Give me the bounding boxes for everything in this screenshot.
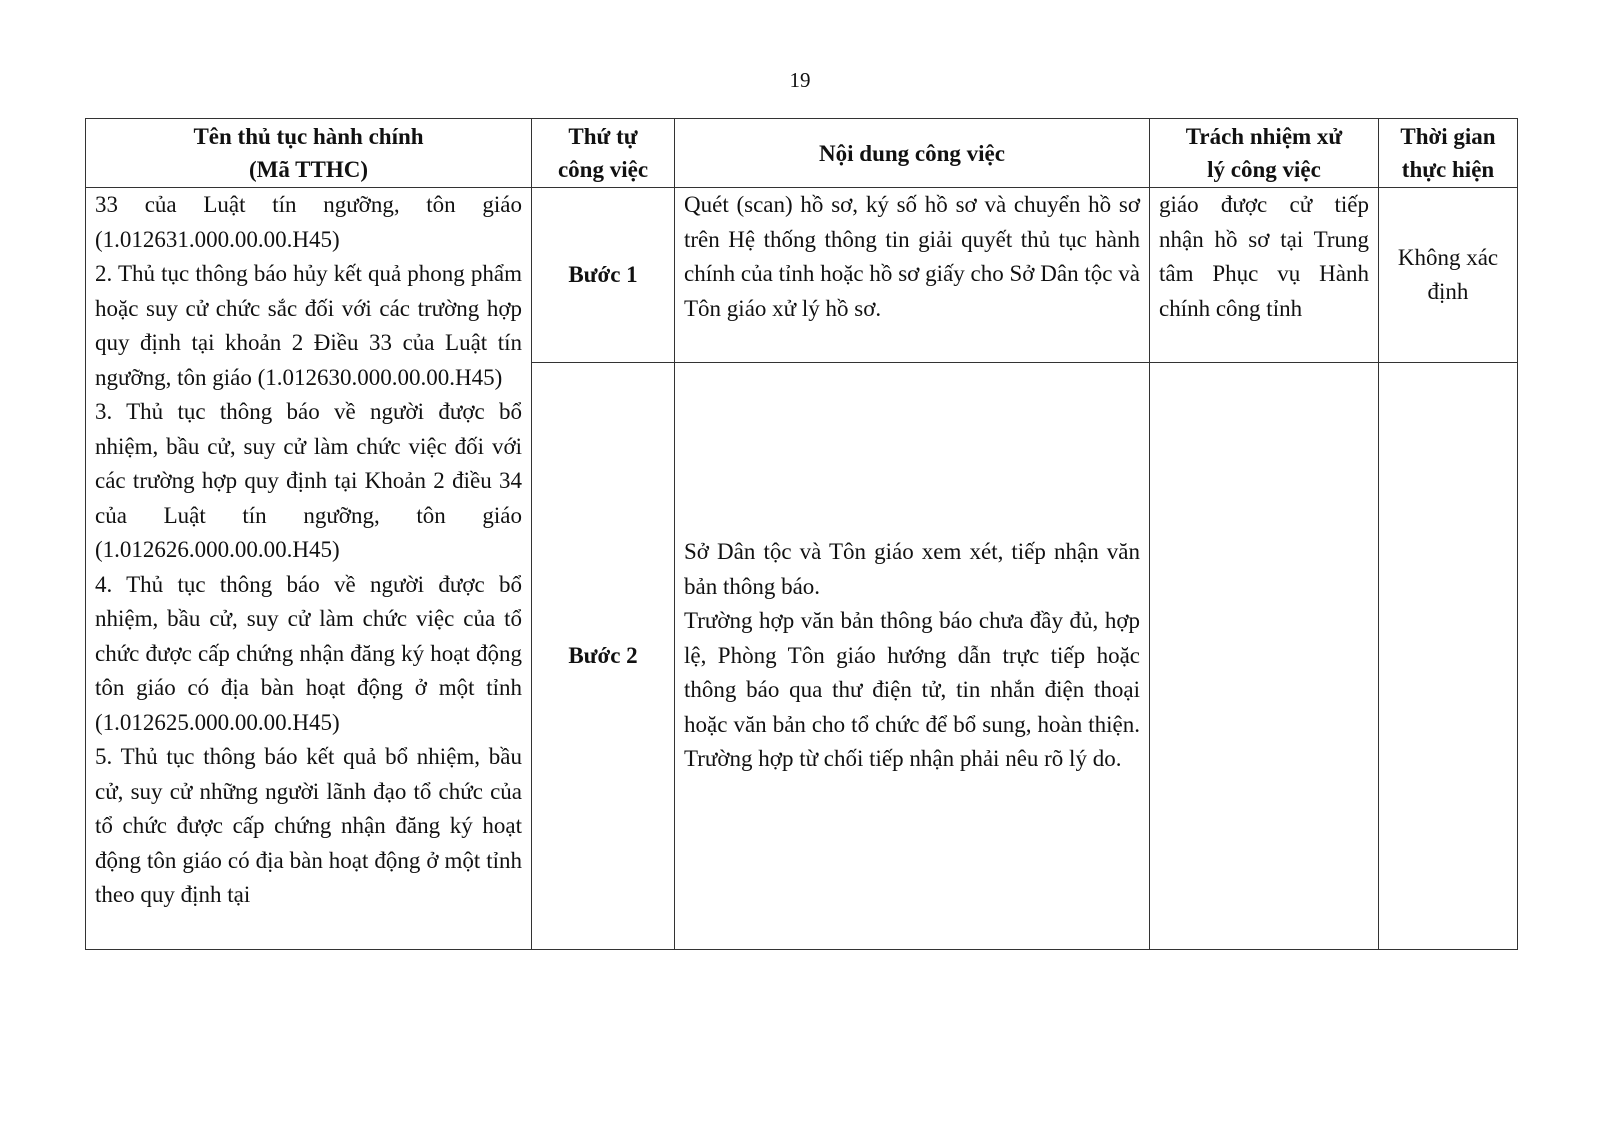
header-responsibility [1150, 119, 1379, 188]
procedure-item: 2. Thủ tục thông báo hủy kết quả phong phẩm hoặc suy cử chức sắc đối với các trường hợp quy định tại khoản 2 Điều 33 của Luật tín ngưỡng, tôn giáo (1.012630.000.00.00.H45) [95, 261, 522, 390]
procedure-item: 33 của Luật tín ngưỡng, tôn giáo (1.012631.000.00.00.H45) [95, 192, 522, 252]
header-duration-line-2: thực hiện [1401, 157, 1495, 182]
step-duration-2 [1379, 363, 1518, 950]
step-content-2 [675, 363, 1150, 950]
header-procedure-line-1: Tên thủ tục hành chính [193, 124, 424, 149]
page-number: 19 [789, 68, 811, 92]
header-responsibility-line-2: lý công việc [1207, 157, 1321, 182]
step-duration-1: Không xác định [1379, 188, 1518, 363]
step-content-paragraph: Sở Dân tộc và Tôn giáo xem xét, tiếp nhận văn bản thông báo. [684, 539, 1140, 599]
header-procedure-line-2: (Mã TTHC) [248, 157, 369, 182]
header-step-order-line-1: Thứ tự [568, 124, 638, 149]
table-row [86, 188, 1518, 363]
step-content-paragraph: Trường hợp văn bản thông báo chưa đầy đủ, hợp lệ, Phòng Tôn giáo hướng dẫn trực tiếp hoặc thông báo qua thư điện tử, tin nhắn điện thoại hoặc văn bản cho tổ chức để bổ sung, hoàn thiện. Trường hợp từ chối tiếp nhận phải nêu rõ lý do. [684, 608, 1140, 772]
header-step-order [532, 119, 675, 188]
procedure-item: 5. Thủ tục thông báo kết quả bổ nhiệm, bầu cử, suy cử những người lãnh đạo tổ chức của tổ chức được cấp chứng nhận đăng ký hoạt động tôn giáo có địa bàn hoạt động ở một tỉnh theo quy định tại [95, 744, 522, 907]
procedure-item: 4. Thủ tục thông báo về người được bổ nhiệm, bầu cử, suy cử làm chức việc của tổ chức được cấp chứng nhận đăng ký hoạt động tôn giáo có địa bàn hoạt động ở một tỉnh (1.012625.000.00.00.H45) [95, 571, 522, 735]
header-responsibility-line-1: Trách nhiệm xử [1185, 124, 1343, 149]
procedure-item: 3. Thủ tục thông báo về người được bổ nhiệm, bầu cử, suy cử làm chức việc đối với các trường hợp quy định tại Khoản 2 điều 34 của Luật tín ngưỡng, tôn giáo (1.012626.000.00.00.H45) [95, 399, 522, 562]
header-content [675, 119, 1150, 188]
header-content-line-1: Nội dung công việc [819, 140, 1005, 166]
header-duration [1379, 119, 1518, 188]
header-step-order-line-2: công việc [557, 157, 649, 182]
step-content-paragraph: Quét (scan) hồ sơ, ký số hồ sơ và chuyển hồ sơ trên Hệ thống thông tin giải quyết thủ tục hành chính của tỉnh hoặc hồ sơ giấy cho Sở Dân tộc và Tôn giáo xử lý hồ sơ. [684, 192, 1140, 321]
procedure-table [85, 118, 1518, 950]
header-duration-line-1: Thời gian [1400, 124, 1496, 149]
step-content-1 [675, 188, 1150, 363]
procedure-list-cell [86, 188, 532, 950]
step-label-2: Bước 2 [532, 363, 675, 950]
step-responsibility-2 [1150, 363, 1379, 950]
table-header-row [86, 119, 1518, 188]
step-responsibility-1: giáo được cử tiếp nhận hồ sơ tại Trung tâm Phục vụ Hành chính công tỉnh [1150, 188, 1379, 363]
header-procedure [86, 119, 532, 188]
step-label-1: Bước 1 [532, 188, 675, 363]
